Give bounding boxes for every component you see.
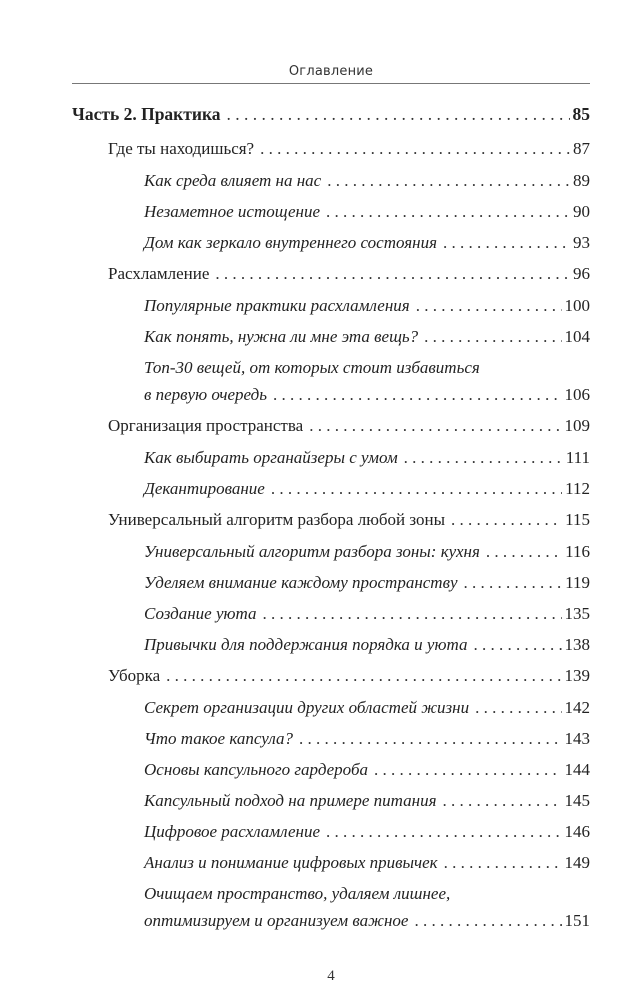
- dot-leader: [424, 323, 561, 350]
- toc-entry-page: 93: [573, 233, 590, 252]
- dot-leader: [215, 260, 570, 287]
- toc-section: [72, 167, 590, 194]
- toc-entry-title: Расхламление: [108, 264, 210, 283]
- toc-entry-title: Незаметное истощение: [144, 202, 321, 221]
- dot-leader: [486, 538, 562, 565]
- toc-entry-page: 106: [564, 385, 590, 404]
- dot-leader: [166, 662, 561, 689]
- toc-entry-title: Уделяем внимание каждому пространству: [144, 573, 458, 592]
- dot-leader: [326, 198, 570, 225]
- toc-section: [72, 880, 590, 934]
- toc-chapter: [72, 260, 590, 287]
- toc-entry-title: Где ты находишься?: [108, 139, 255, 158]
- toc-entry-title: Как среда влияет на нас: [144, 171, 322, 190]
- toc-entry-title: Уборка: [108, 666, 161, 685]
- toc-entry-title-line1: Очищаем пространство, удаляем лишнее,: [144, 884, 451, 903]
- toc-entry-line2: [144, 381, 590, 408]
- toc-section: [72, 849, 590, 876]
- toc-part-heading: [72, 101, 590, 128]
- dot-leader: [475, 694, 561, 721]
- toc-section: [72, 818, 590, 845]
- toc-section: [72, 569, 590, 596]
- toc-entry-page: 145: [564, 791, 590, 810]
- dot-leader: [404, 444, 563, 471]
- toc-entry-title: Как выбирать органайзеры с умом: [144, 448, 398, 467]
- toc-entry-title-line2: оптимизируем и организуем важное: [144, 911, 409, 930]
- toc-entry-page: 116: [565, 542, 590, 561]
- dot-leader: [309, 412, 561, 439]
- dot-leader: [273, 381, 561, 408]
- toc-entry-title: Секрет организации других областей жизни: [144, 698, 470, 717]
- dot-leader: [443, 229, 570, 256]
- dot-leader: [473, 631, 561, 658]
- dot-leader: [416, 292, 562, 319]
- toc-section: [72, 694, 590, 721]
- toc-entry-page: 112: [565, 479, 590, 498]
- toc-entry-page: 89: [573, 171, 590, 190]
- dot-leader: [262, 600, 561, 627]
- toc-section: [72, 354, 590, 408]
- toc-entry-title-line1: Топ-30 вещей, от которых стоит избавиться: [144, 358, 480, 377]
- dot-leader: [374, 756, 562, 783]
- dot-leader: [464, 569, 563, 596]
- toc-entry-page: 143: [564, 729, 590, 748]
- toc-entry-page: 104: [564, 327, 590, 346]
- toc-entry-page: 96: [573, 264, 590, 283]
- toc-section: [72, 229, 590, 256]
- toc-entry-title: Что такое капсула?: [144, 729, 293, 748]
- page-number: 4: [327, 968, 335, 984]
- toc-entry-page: 139: [564, 666, 590, 685]
- dot-leader: [414, 907, 561, 934]
- toc-entry-title: Популярные практики расхламления: [144, 296, 410, 315]
- toc-section: [72, 756, 590, 783]
- toc-entry-title: Дом как зеркало внутреннего состояния: [144, 233, 438, 252]
- header-divider: [72, 83, 590, 84]
- toc-entry-page: 149: [564, 853, 590, 872]
- toc-entry-page: 151: [564, 911, 590, 930]
- toc-entry-title: Организация пространства: [108, 416, 304, 435]
- toc-entry-line2: [144, 907, 590, 934]
- toc-entry-title: Часть 2. Практика: [72, 104, 221, 124]
- toc-entry-page: 146: [564, 822, 590, 841]
- toc-chapter: [72, 662, 590, 689]
- toc-section: [72, 475, 590, 502]
- dot-leader: [260, 135, 570, 162]
- toc-entry-page: 111: [565, 448, 590, 467]
- toc-entry-page: 87: [573, 139, 590, 158]
- toc-entry-page: 138: [564, 635, 590, 654]
- toc-entry-page: 144: [564, 760, 590, 779]
- toc-chapter: [72, 412, 590, 439]
- toc-section: [72, 292, 590, 319]
- toc-section: [72, 631, 590, 658]
- toc-entry-title: Универсальный алгоритм разбора любой зоны: [108, 510, 446, 529]
- toc-section: [72, 444, 590, 471]
- dot-leader: [444, 849, 562, 876]
- toc-entry-title: Декантирование: [144, 479, 265, 498]
- toc-entry-page: 135: [564, 604, 590, 623]
- toc-chapter: [72, 135, 590, 162]
- toc-entry-page: 142: [564, 698, 590, 717]
- toc-entry-title: Анализ и понимание цифровых привычек: [144, 853, 438, 872]
- dot-leader: [451, 506, 562, 533]
- running-head-title: Оглавление: [288, 64, 374, 79]
- toc-entry-title: Основы капсульного гардероба: [144, 760, 368, 779]
- toc-section: [72, 323, 590, 350]
- toc-entry-title: Капсульный подход на примере питания: [144, 791, 437, 810]
- toc-section: [72, 787, 590, 814]
- toc-entry-title: Привычки для поддержания порядка и уюта: [144, 635, 468, 654]
- toc-entry-page: 100: [564, 296, 590, 315]
- toc-entry-page: 109: [564, 416, 590, 435]
- toc-entry-title-line2: в первую очередь: [144, 385, 268, 404]
- toc-entry-title: Цифровое расхламление: [144, 822, 320, 841]
- toc-entry-title: Универсальный алгоритм разбора зоны: кухня: [144, 542, 480, 561]
- dot-leader: [442, 787, 561, 814]
- toc-entry-page: 119: [565, 573, 590, 592]
- dot-leader: [327, 167, 570, 194]
- table-of-contents: [72, 101, 590, 938]
- toc-entry-title: Как понять, нужна ли мне эта вещь?: [144, 327, 419, 346]
- toc-section: [72, 198, 590, 225]
- toc-entry-page: 90: [573, 202, 590, 221]
- toc-entry-page: 85: [572, 104, 590, 124]
- toc-section: [72, 600, 590, 627]
- toc-chapter: [72, 506, 590, 533]
- toc-section: [72, 538, 590, 565]
- toc-entry-title: Создание уюта: [144, 604, 257, 623]
- dot-leader: [299, 725, 562, 752]
- toc-section: [72, 725, 590, 752]
- dot-leader: [271, 475, 562, 502]
- dot-leader: [227, 101, 570, 128]
- toc-entry-page: 115: [565, 510, 590, 529]
- dot-leader: [326, 818, 562, 845]
